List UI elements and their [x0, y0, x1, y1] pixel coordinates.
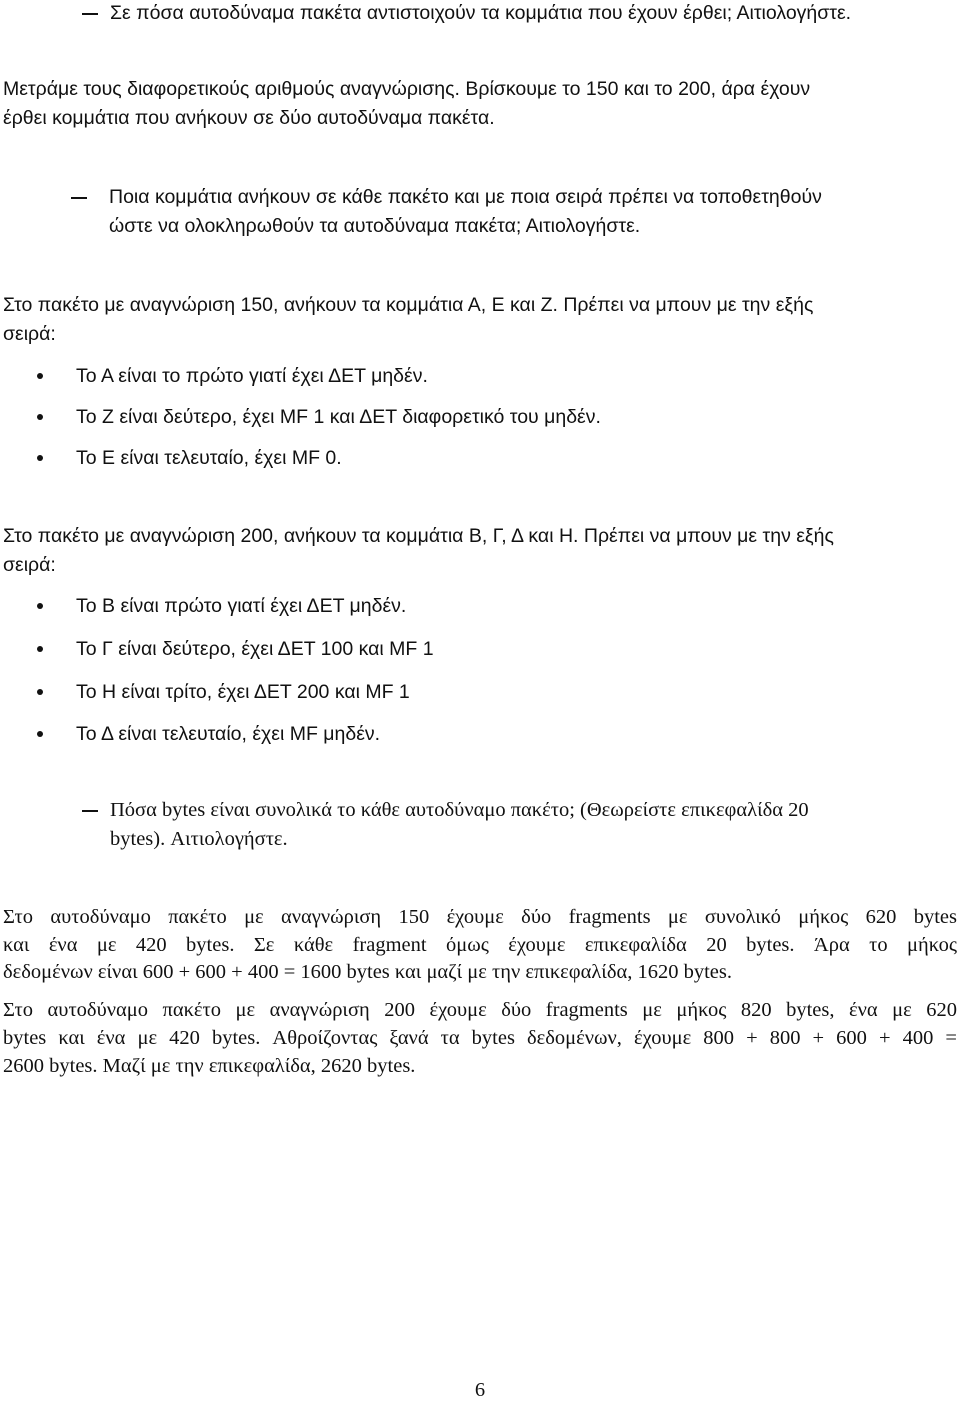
question-3-line-1: Πόσα bytes είναι συνολικά το κάθε αυτοδύναμο πακέτο; (Θεωρείστε επικεφαλίδα 20	[110, 799, 809, 821]
packet-150-item-2: Το Ζ είναι δεύτερο, έχει MF 1 και ΔΕΤ διαφορετικό του μηδέν.	[76, 406, 601, 428]
page-number: 6	[474, 1379, 486, 1401]
packet-150-intro-line-1: Στο πακέτο με αναγνώριση 150, ανήκουν τα κομμάτια Α, Ε και Ζ. Πρέπει να μπουν με την εξής	[3, 294, 814, 316]
packet-200-item-4: Το Δ είναι τελευταίο, έχει MF μηδέν.	[76, 723, 381, 745]
packet-150-item-3: Το Ε είναι τελευταίο, έχει MF 0.	[76, 447, 342, 469]
paragraph-1-line-1: Στο αυτοδύναμο πακέτο με αναγνώριση 150 έχουμε δύο fragments με συνολικό μήκος 620 bytes	[3, 906, 957, 928]
question-3-line-2: bytes). Αιτιολογήστε.	[110, 828, 288, 850]
packet-150-item-1: Το Α είναι το πρώτο γιατί έχει ΔΕΤ μηδέν.	[76, 365, 428, 387]
bullet-icon	[37, 603, 43, 609]
paragraph-2-line-1: Στο αυτοδύναμο πακέτο με αναγνώριση 200 έχουμε δύο fragments με μήκος 820 bytes, ένα με 620	[3, 999, 957, 1021]
bullet-icon	[37, 646, 43, 652]
paragraph-1-line-2: και ένα με 420 bytes. Σε κάθε fragment όμως έχουμε επικεφαλίδα 20 bytes. Άρα το μήκος	[3, 934, 957, 956]
question-2-line-2: ώστε να ολοκληρωθούν τα αυτοδύναμα πακέτα; Αιτιολογήστε.	[109, 215, 641, 237]
question-2-line-1: Ποια κομμάτια ανήκουν σε κάθε πακέτο και με ποια σειρά πρέπει να τοποθετηθούν	[109, 186, 822, 208]
packet-200-item-1: Το Β είναι πρώτο γιατί έχει ΔΕΤ μηδέν.	[76, 595, 407, 617]
bullet-icon	[37, 731, 43, 737]
packet-200-intro-line-1: Στο πακέτο με αναγνώριση 200, ανήκουν τα κομμάτια Β, Γ, Δ και Η. Πρέπει να μπουν με την εξής	[3, 525, 834, 547]
question-dash-3	[82, 810, 98, 812]
answer-1-line-1: Μετράμε τους διαφορετικούς αριθμούς αναγνώρισης. Βρίσκουμε το 150 και το 200, άρα έχουν	[3, 78, 811, 100]
packet-200-item-2: Το Γ είναι δεύτερο, έχει ΔΕΤ 100 και MF 1	[76, 638, 434, 660]
paragraph-2-line-3: 2600 bytes. Μαζί με την επικεφαλίδα, 2620 bytes.	[3, 1055, 416, 1077]
packet-200-item-3: Το Η είναι τρίτο, έχει ΔΕΤ 200 και MF 1	[76, 681, 410, 703]
question-dash-1	[82, 13, 98, 15]
question-1: Σε πόσα αυτοδύναμα πακέτα αντιστοιχούν τα κομμάτια που έχουν έρθει; Αιτιολογήστε.	[110, 2, 852, 24]
packet-200-intro-line-2: σειρά:	[3, 554, 56, 576]
bullet-icon	[37, 455, 43, 461]
bullet-icon	[37, 689, 43, 695]
packet-150-intro-line-2: σειρά:	[3, 323, 56, 345]
bullet-icon	[37, 373, 43, 379]
paragraph-1-line-3: δεδομένων είναι 600 + 600 + 400 = 1600 bytes και μαζί με την επικεφαλίδα, 1620 bytes.	[3, 961, 732, 983]
answer-1-line-2: έρθει κομμάτια που ανήκουν σε δύο αυτοδύναμα πακέτα.	[3, 107, 495, 129]
question-dash-2	[71, 197, 87, 199]
paragraph-2-line-2: bytes και ένα με 420 bytes. Αθροίζοντας ξανά τα bytes δεδομένων, έχουμε 800 + 800 + 600 + 400 =	[3, 1027, 957, 1049]
bullet-icon	[37, 414, 43, 420]
